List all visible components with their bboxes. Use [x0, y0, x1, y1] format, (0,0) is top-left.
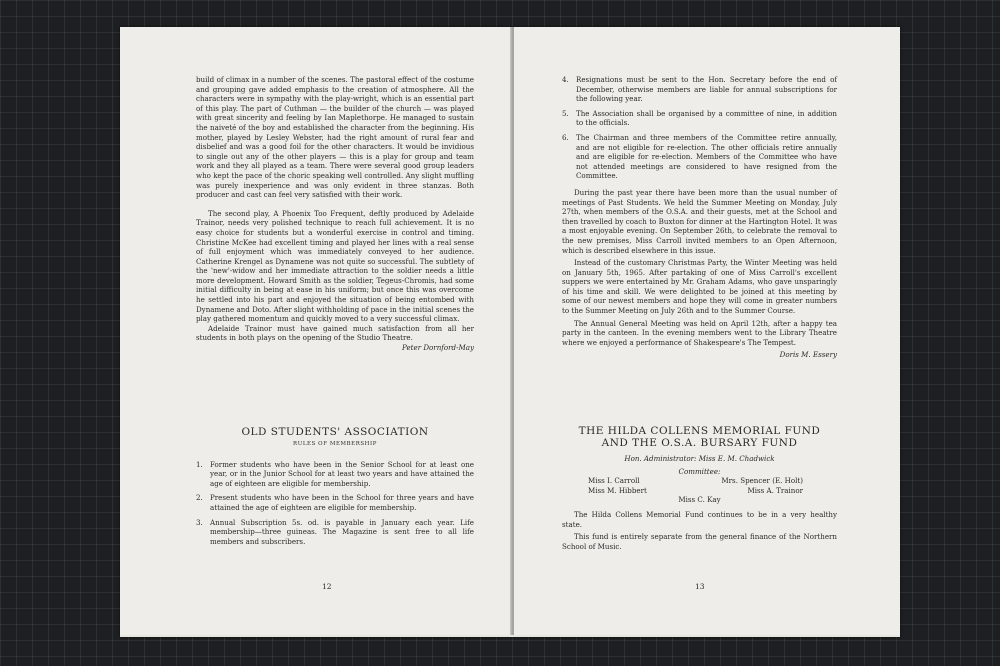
rules-list: [196, 460, 474, 547]
committee-column: [588, 476, 647, 495]
right-page: [514, 27, 900, 635]
committee-list: [562, 476, 837, 495]
left-page: [120, 27, 513, 635]
administrator-line: Hon. Administrator: Miss E. M. Chadwick: [624, 454, 775, 463]
review-paragraph: The second play, A Phoenix Too Frequent, deftly produced by Adelaide Trainor, needs very polished technique to reach full achievement. It is no easy choice for students but a wonderful exercise in control and timing. Christine McKee had excellent timing and played her lines with a real sense of full enjoyment which was immediately conveyed to her audience. Catherine Krengel as Dynamene was not quite so successful. The subtlety of the 'new'-widow and her immediate attraction to the soldier needs a little more development. Howard Smith as the soldier, Tegeus-Chromis, had some initial difficulty in being at ease in his uniform; but once this was overcome he settled into his part and enjoyed the situation of being entombed with Dynamene and Doto. After slight withholding of pace in the initial scenes the play gathered momentum and quickly moved to a very successful climax.: [196, 208, 474, 324]
meetings-paragraph: The Annual General Meeting was held on April 12th, after a happy tea party in the canteen. In the evening members went to the Library Theatre where we enjoyed a performance of Shakespeare's The Tempest.: [562, 318, 837, 347]
osa-section: [196, 426, 474, 546]
meetings-signature: Doris M. Essery: [779, 350, 837, 360]
rule-item: 4. Resignations must be sent to the Hon. Secretary before the end of December, otherwise members are liable for annual subscriptions for the following year.: [562, 75, 837, 104]
rule-item: 2. Present students who have been in the School for three years and have attained the age of eighteen are eligible for membership.: [196, 493, 474, 512]
section-heading: OLD STUDENTS' ASSOCIATION: [241, 426, 429, 438]
rules-continued: [562, 75, 837, 360]
fund-heading: THE HILDA COLLENS MEMORIAL FUND: [578, 425, 821, 437]
review-paragraph: build of climax in a number of the scenes. The pastoral effect of the costume and grouping gave added emphasis to the creation of atmosphere. All the characters were in sympathy with the play-wright, which is an essential part of this play. The part of Cuthman — the builder of the church — was played with great sincerity and feeling by Ian Maplethorpe. He managed to sustain the naiveté of the boy and established the character from the beginning. His mother, played by Lesley Webster, had the right amount of rural fear and disbelief and was a good foil for the other characters. It would be invidious to single out any of the other players — this is a play for group and team work and they all played as a team. There were several good group leaders who kept the pace of the choric speaking well controlled. Any slight muffling was purely inexperience and was only evident in three stanzas. Both producer and cast can feel very satisfied with their work.: [196, 75, 474, 200]
fund-section: [562, 425, 837, 551]
rule-item: 1. Former students who have been in the Senior School for at least one year, or in the Junior School for at least two years and have attained the age of eighteen are eligible for membership.: [196, 459, 474, 488]
page-number: 13: [695, 582, 705, 591]
rule-item: 6. The Chairman and three members of the Committee retire annually, and are not eligible for re-election. The other officials retire annually and are eligible for re-election. Members of the Committee who have not attended meetings are considered to have resigned from the Committee.: [562, 132, 837, 181]
meetings-paragraph: During the past year there have been more than the usual number of meetings of Past Students. We held the Summer Meeting on Monday, July 27th, when members of the O.S.A. and their guests, met at the School and then travelled by coach to Buxton for dinner at the Hartington Hotel. It was a most enjoyable evening. On September 26th, to celebrate the removal to the new premises, Miss Carroll invited members to an Open Afternoon, which is described elsewhere in this issue.: [562, 187, 837, 255]
committee-member: Miss A. Trainor: [747, 485, 803, 495]
committee-member: Miss M. Hibbert: [588, 485, 647, 495]
fund-heading: AND THE O.S.A. BURSARY FUND: [601, 437, 798, 449]
review-text: [196, 75, 474, 353]
review-paragraph: Adelaide Trainor must have gained much satisfaction from all her students in both plays on the opening of the Studio Theatre.: [196, 323, 474, 343]
meetings-paragraph: Instead of the customary Christmas Party, the Winter Meeting was held on January 5th, 1965. After partaking of one of Miss Carroll's excellent suppers we were entertained by Mr. Graham Adams, who gave unsparingly of his time and skill. We were delighted to be joined at this meeting by some of our newest members and hope they will come in greater numbers to the Summer Meeting on July 26th and to the Summer Course.: [562, 258, 837, 316]
committee-member: Mrs. Spencer (E. Holt): [721, 476, 803, 486]
page-number: 12: [322, 582, 332, 591]
open-booklet: [120, 27, 900, 637]
committee-label: Committee:: [678, 466, 721, 476]
rule-item: 3. Annual Subscription 5s. od. is payable in January each year. Life membership—three guineas. The Magazine is sent free to all life members and subscribers.: [196, 517, 474, 546]
committee-member: Miss C. Kay: [678, 495, 721, 505]
committee-column: [721, 476, 803, 495]
fund-paragraph: This fund is entirely separate from the general finance of the Northern School of Music.: [562, 532, 837, 551]
fund-paragraph: The Hilda Collens Memorial Fund continues to be in a very healthy state.: [562, 509, 837, 529]
committee-member: Miss I. Carroll: [588, 476, 640, 486]
rule-item: 5. The Association shall be organised by a committee of nine, in addition to the officials.: [562, 108, 837, 128]
review-signature: Peter Dornford-May: [402, 343, 474, 353]
section-subheading: RULES OF MEMBERSHIP: [293, 441, 377, 447]
